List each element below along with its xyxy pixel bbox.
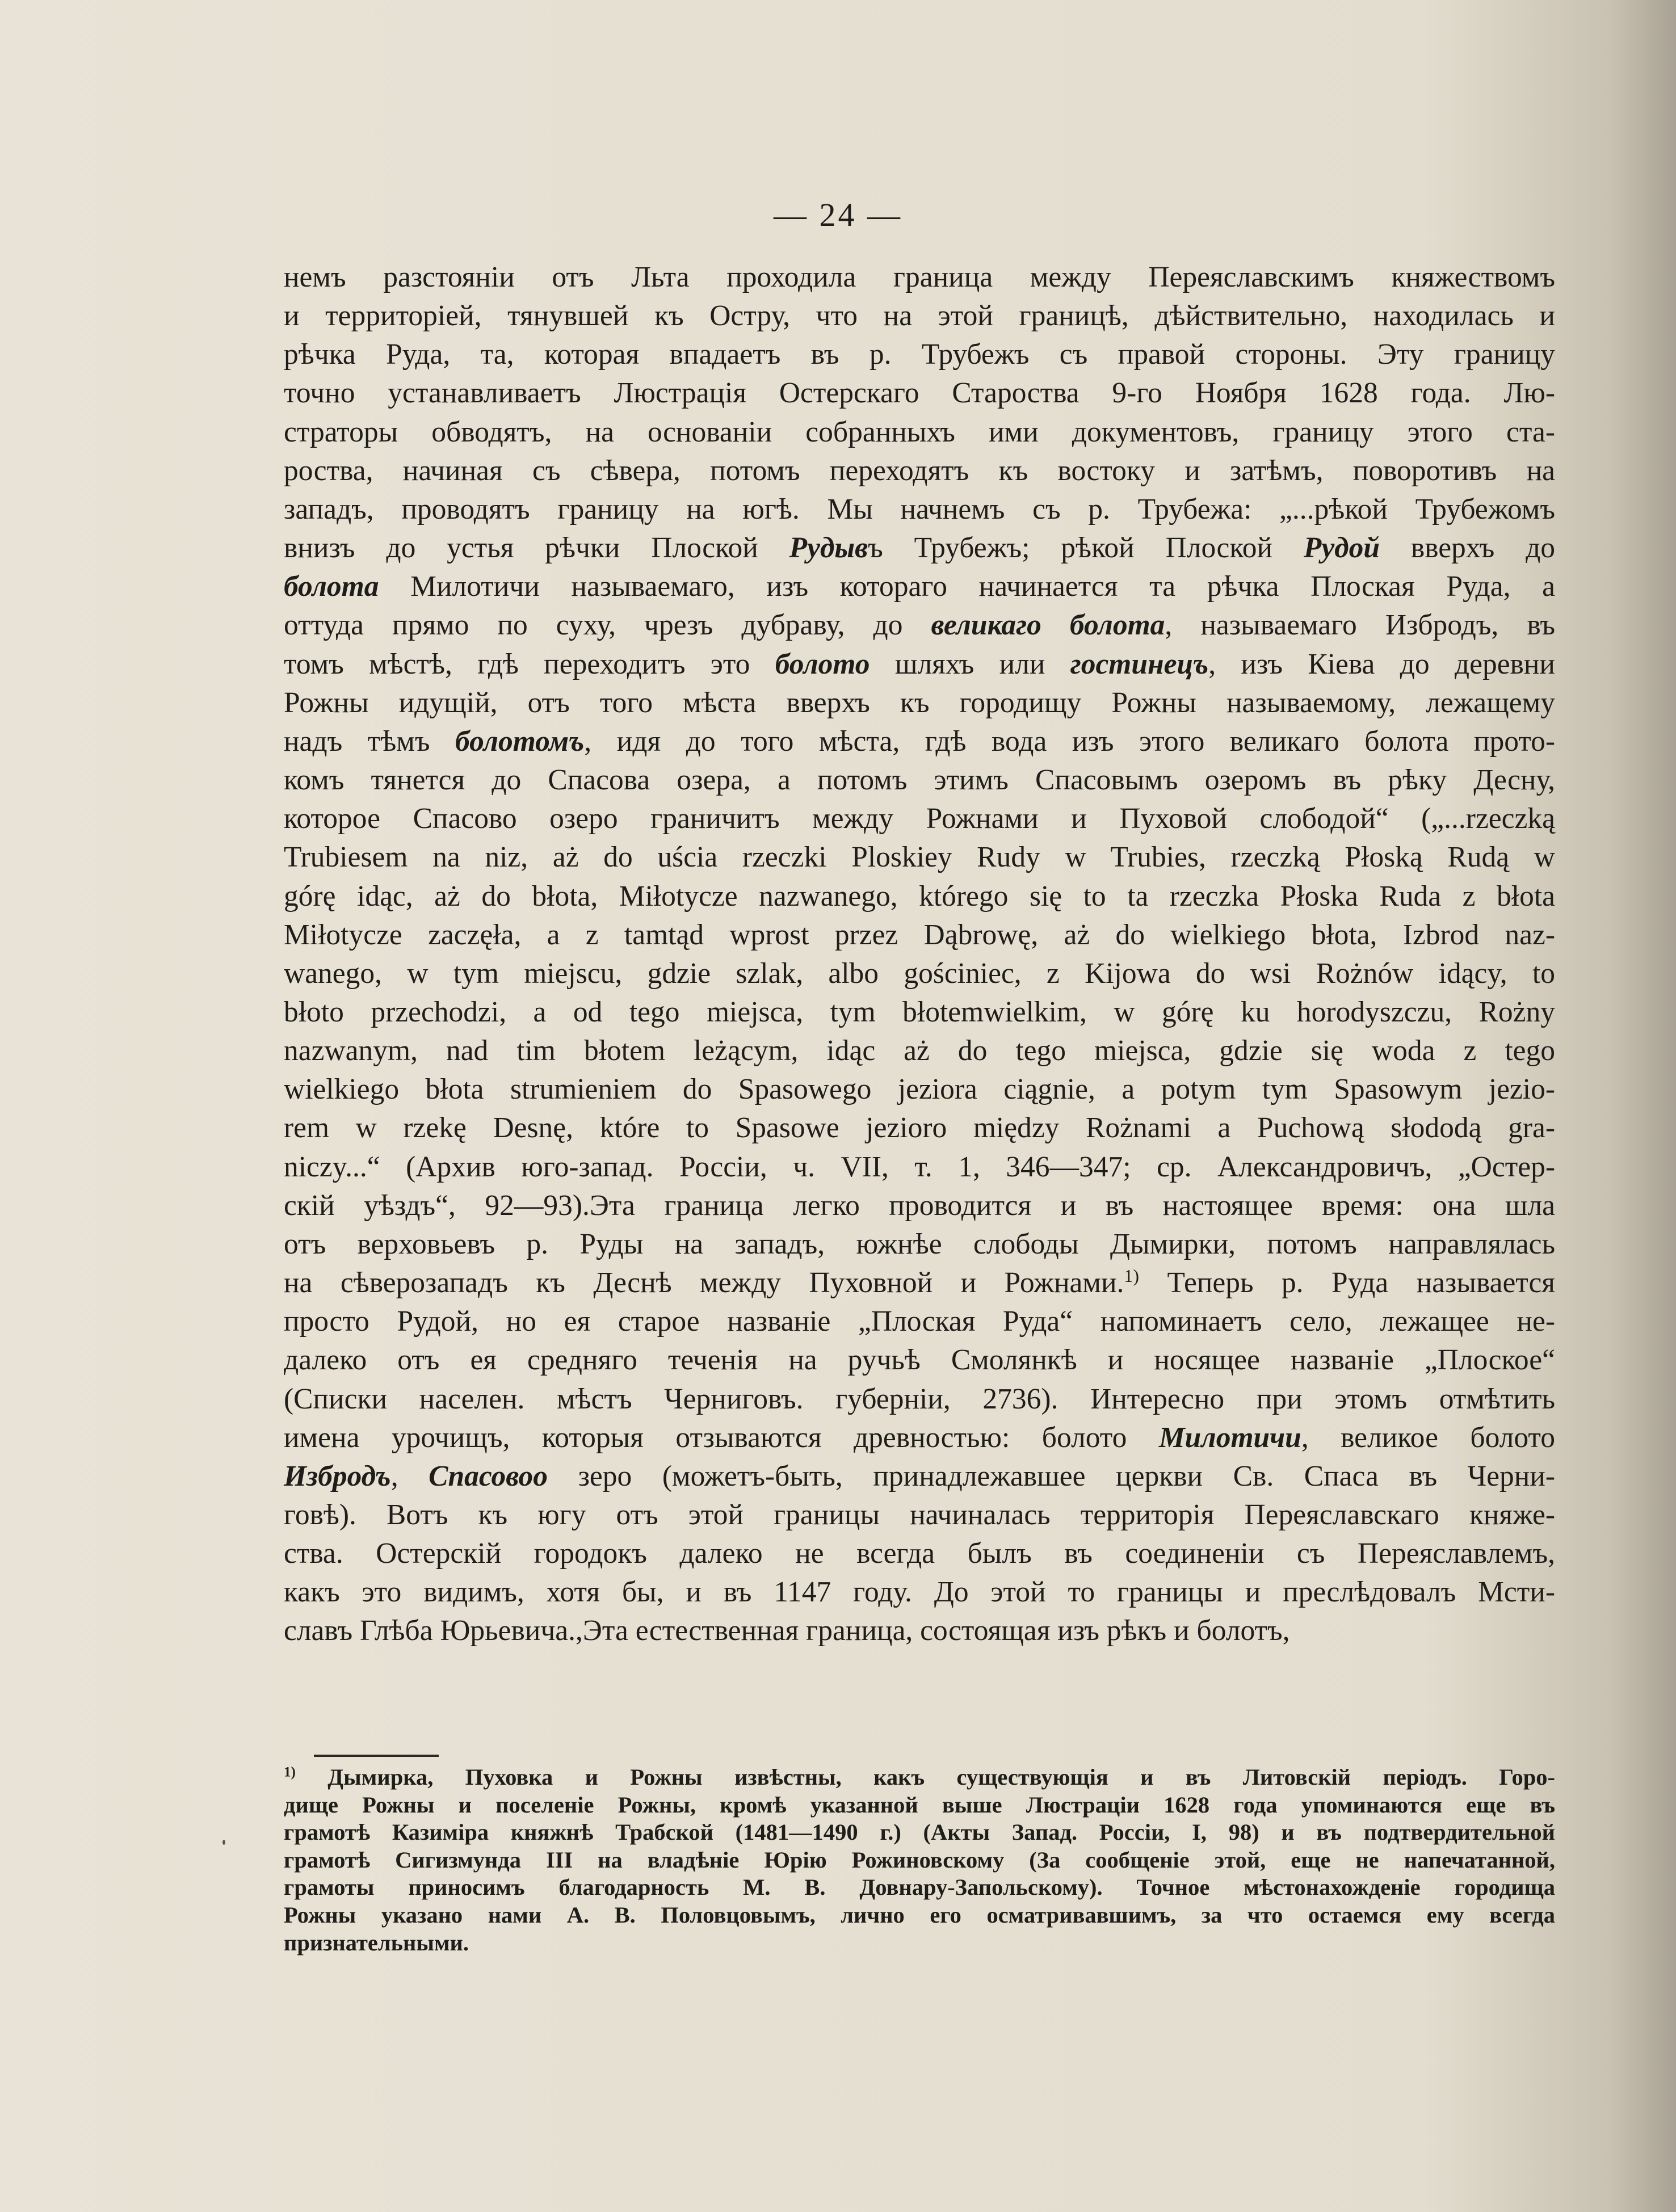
text-run: имена урочищъ, которыя отзываются древностью: болото: [284, 1421, 1159, 1454]
footnote-line: [284, 1764, 1555, 1792]
italic-term: болота: [284, 570, 379, 603]
text-run: оттуда прямо по суху, чрезъ дубраву, до: [284, 609, 931, 642]
text-line: говѣ). Вотъ къ югу отъ этой границы начиналась территорія Переяславскаго княже-: [284, 1499, 1555, 1531]
footnote-marker: 1): [284, 1764, 296, 1780]
text-run: на сѣверозападъ къ Деснѣ между Пуховной и Рожнами.: [284, 1267, 1124, 1300]
italic-term: гостинецъ: [1070, 647, 1209, 680]
text-line: рѣчка Руда, та, которая впадаетъ въ р. Трубежъ съ правой стороны. Эту границу: [284, 338, 1555, 371]
text-run: надъ тѣмъ: [284, 725, 456, 758]
footnote-marker: 1): [1124, 1265, 1140, 1286]
text-line: rem w rzekę Desnę, które to Spasowe jezioro między Rożnami a Puchową słododą gra-: [284, 1112, 1555, 1145]
main-text: [284, 258, 1555, 1651]
italic-term: Милотичи: [1158, 1421, 1301, 1454]
text-run: , идя до того мѣста, гдѣ вода изъ этого великаго болота прото-: [584, 725, 1555, 758]
text-line: какъ это видимъ, хотя бы, и въ 1147 году. До этой то границы и преслѣдовалъ Мсти-: [284, 1576, 1555, 1609]
footnote-line: дище Рожны и поселеніе Рожны, кромѣ указанной выше Люстраціи 1628 года упоминаются еще въ: [284, 1792, 1555, 1818]
text-line: nazwanym, nad tim błotem leżącym, idąc aż do tego miejsca, gdzie się woda z tego: [284, 1034, 1555, 1067]
italic-term: Спасовоо: [429, 1460, 548, 1492]
text-run: Дымирка, Пуховка и Рожны извѣстны, какъ существующія и въ Литовскій періодъ. Горо-: [295, 1764, 1555, 1790]
text-line: роства, начиная съ сѣвера, потомъ переходятъ къ востоку и затѣмъ, поворотивъ на: [284, 454, 1555, 487]
text-run: вверхъ до: [1380, 532, 1556, 565]
text-line: ства. Остерскій городокъ далеко не всегда былъ въ соединеніи съ Переяславлемъ,: [284, 1537, 1555, 1570]
page-speck: [222, 1840, 225, 1845]
footnote-line: Рожны указано нами А. В. Половцовымъ, лично его осматривавшимъ, за что остаемся ему всегда: [284, 1902, 1555, 1928]
text-line: комъ тянется до Спасова озера, а потомъ этимъ Спасовымъ озеромъ въ рѣку Десну,: [284, 764, 1555, 797]
text-run: ъ Трубежъ; рѣкой Плоской: [868, 532, 1304, 565]
text-line: западъ, проводятъ границу на югѣ. Мы начнемъ съ р. Трубежа: „...рѣкой Трубежомъ: [284, 493, 1555, 525]
italic-term: болото: [775, 647, 870, 680]
italic-term: Избродъ: [284, 1460, 391, 1492]
text-run: , называемаго Избродъ, въ: [1165, 609, 1556, 642]
text-line: [284, 1264, 1555, 1302]
text-run: зеро (можетъ-быть, принадлежавшее церкви Св. Спаса въ Черни-: [548, 1460, 1556, 1492]
footnote-line: грамотѣ Казиміра княжнѣ Трабской (1481—1490 г.) (Акты Запад. Россіи, I, 98) и въ подтвердительной: [284, 1819, 1555, 1845]
text-line: wielkiego błota strumieniem do Spasowego jeziora ciągnie, a potym tym Spasowym jezio-: [284, 1073, 1555, 1106]
text-line: скій уѣздъ“, 92—93).Эта граница легко проводится и въ настоящее время: она шла: [284, 1189, 1555, 1222]
text-line: славъ Глѣба Юрьевича.,Эта естественная граница, состоящая изъ рѣкъ и болотъ,: [284, 1614, 1290, 1647]
text-line: [284, 1419, 1555, 1457]
italic-term: Рудыв: [789, 532, 868, 565]
text-run: шляхъ или: [869, 647, 1070, 680]
text-line: [284, 1457, 1555, 1496]
text-line: [284, 567, 1555, 606]
text-line: błoto przechodzi, a od tego miejsca, tym błotemwielkim, w górę ku horodyszczu, Rożny: [284, 995, 1555, 1028]
text-run: , великое болото: [1301, 1421, 1555, 1454]
text-line: [284, 529, 1555, 567]
text-run: томъ мѣстѣ, гдѣ переходитъ это: [284, 647, 775, 680]
footnote-separator: [314, 1755, 439, 1757]
italic-term: болотомъ: [455, 725, 585, 758]
italic-term: великаго болота: [931, 609, 1165, 642]
text-line: górę idąc, aż do błota, Miłotycze nazwanego, którego się to ta rzeczka Płoska Ruda z błota: [284, 880, 1555, 912]
footnote: [284, 1764, 1555, 1957]
text-run: Милотичи называемаго, изъ котораго начинается та рѣчка Плоская Руда, а: [379, 570, 1555, 603]
page-number: — 24 —: [774, 196, 902, 233]
text-line: и территоріей, тянувшей къ Остру, что на этой границѣ, дѣйствительно, находилась и: [284, 300, 1555, 333]
text-line: Miłotycze zaczęła, a z tamtąd wprost przez Dąbrowę, aż do wielkiego błota, Izbrod naz-: [284, 918, 1555, 951]
text-line: Trubiesem na niz, aż do uścia rzeczki Ploskiey Rudy w Trubies, rzeczką Płoską Rudą w: [284, 841, 1555, 874]
footnote-line: грамотѣ Сигизмунда III на владѣніе Юрію Рожиновскому (За сообщеніе этой, еще не напечатанной,: [284, 1847, 1555, 1873]
text-line: точно устанавливаетъ Люстрація Остерскаго Староства 9-го Ноября 1628 года. Лю-: [284, 377, 1555, 410]
text-line: [284, 606, 1555, 645]
text-run: внизъ до устья рѣчки Плоской: [284, 532, 789, 565]
text-line: страторы обводятъ, на основаніи собранныхъ ими документовъ, границу этого ста-: [284, 415, 1555, 448]
text-line: [284, 645, 1555, 684]
text-line: которое Спасово озеро граничитъ между Рожнами и Пуховой слободой“ („...rzeczką: [284, 802, 1555, 835]
footnote-line: признательными.: [284, 1929, 469, 1956]
text-line: просто Рудой, но ея старое названіе „Плоская Руда“ напоминаетъ село, лежащее не-: [284, 1305, 1555, 1338]
text-line: wanego, w tym miejscu, gdzie szlak, albo gościniec, z Kijowa do wsi Rożnów idący, to: [284, 957, 1555, 990]
footnote-line: грамоты приносимъ благодарность М. В. Довнару-Запольскому). Точное мѣстонахожденіе городища: [284, 1874, 1555, 1900]
text-run: ,: [390, 1460, 429, 1492]
text-line: Рожны идущій, отъ того мѣста вверхъ къ городищу Рожны называемому, лежащему: [284, 686, 1555, 719]
text-line: [284, 722, 1555, 761]
text-line: niczy...“ (Архив юго-запад. Россіи, ч. VII, т. 1, 346—347; ср. Александровичъ, „Остер-: [284, 1150, 1555, 1183]
text-run: , изъ Кіева до деревни: [1208, 647, 1555, 680]
text-line: немъ разстояніи отъ Льта проходила граница между Переяславскимъ княжествомъ: [284, 261, 1555, 293]
italic-term: Рудой: [1303, 532, 1380, 565]
text-line: (Списки населен. мѣстъ Черниговъ. губерніи, 2736). Интересно при этомъ отмѣтить: [284, 1382, 1555, 1415]
text-line: далеко отъ ея средняго теченія на ручьѣ Смолянкѣ и носящее названіе „Плоское“: [284, 1344, 1555, 1377]
text-run: Теперь р. Руда называется: [1139, 1267, 1555, 1300]
text-line: отъ верховьевъ р. Руды на западъ, южнѣе слободы Дымирки, потомъ направлялась: [284, 1227, 1555, 1260]
